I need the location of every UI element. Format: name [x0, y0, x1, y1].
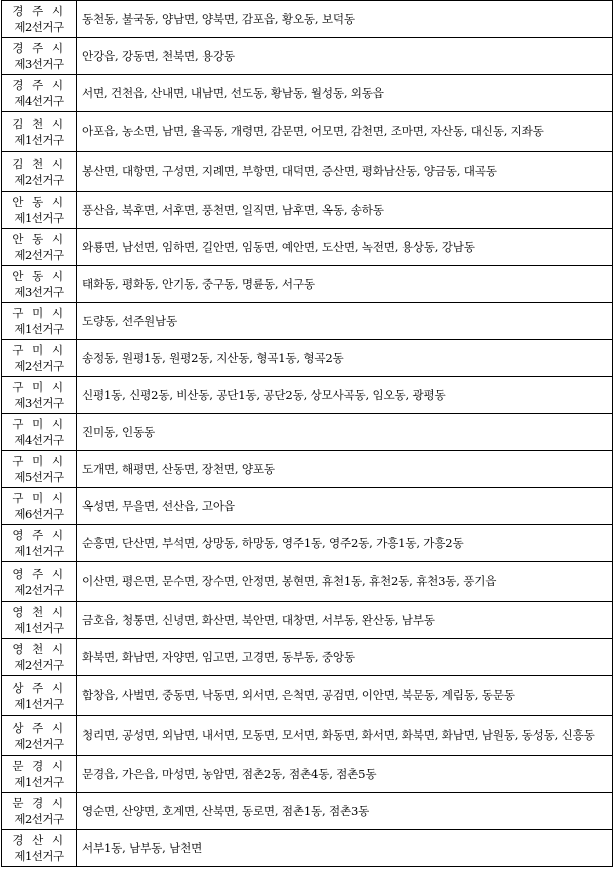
city-name: 상 주 시	[12, 680, 66, 695]
district-areas-cell: 진미동, 인동동	[77, 414, 613, 451]
district-name-cell	[2, 830, 77, 867]
district-areas-cell: 금호읍, 청통면, 신녕면, 화산면, 북안면, 대창면, 서부동, 완산동, 남부동	[77, 602, 613, 639]
table-row	[2, 451, 613, 488]
city-name: 안 동 시	[12, 195, 66, 209]
city-name: 구 미 시	[12, 343, 66, 357]
city-name: 경 주 시	[12, 78, 66, 92]
city-name: 경 산 시	[12, 833, 66, 847]
district-name-cell	[2, 75, 77, 112]
district-name-cell	[2, 414, 77, 451]
district-areas-cell: 동천동, 불국동, 양남면, 양북면, 감포읍, 황오동, 보덕동	[77, 1, 613, 38]
district-name-cell	[2, 377, 77, 414]
district-number: 제1선거구	[14, 775, 64, 789]
city-name: 안 동 시	[12, 232, 66, 246]
city-name: 영 주 시	[12, 566, 66, 581]
district-areas-cell: 이산면, 평은면, 문수면, 장수면, 안정면, 봉현면, 휴천1동, 휴천2동, 휴천3동, 풍기읍	[77, 562, 613, 602]
district-areas-cell: 송정동, 원평1동, 원평2동, 지산동, 형곡1동, 형곡2동	[77, 340, 613, 377]
district-name-cell	[2, 716, 77, 756]
district-areas-cell: 문경읍, 가은읍, 마성면, 농암면, 점촌2동, 점촌4동, 점촌5동	[77, 756, 613, 793]
district-areas-cell: 서부1동, 남부동, 남천면	[77, 830, 613, 867]
city-name: 영 천 시	[12, 642, 66, 656]
district-areas-cell: 함창읍, 사벌면, 중동면, 낙동면, 외서면, 은척면, 공검면, 이안면, 북문동, 계림동, 동문동	[77, 676, 613, 716]
district-name-cell	[2, 229, 77, 266]
district-number: 제1선거구	[14, 322, 64, 336]
district-areas-cell: 풍산읍, 북후면, 서후면, 풍천면, 일직면, 남후면, 옥동, 송하동	[77, 192, 613, 229]
table-row	[2, 793, 613, 830]
table-row	[2, 340, 613, 377]
district-areas-cell: 도량동, 선주원남동	[77, 303, 613, 340]
district-number: 제4선거구	[14, 94, 64, 108]
district-number: 제5선거구	[14, 470, 64, 484]
table-row	[2, 75, 613, 112]
table-row	[2, 377, 613, 414]
district-name-cell	[2, 676, 77, 716]
district-name-cell	[2, 266, 77, 303]
district-number: 제6선거구	[14, 507, 64, 521]
district-number: 제4선거구	[14, 433, 64, 447]
district-name-cell	[2, 793, 77, 830]
district-number: 제2선거구	[14, 582, 64, 597]
district-number: 제2선거구	[14, 658, 64, 672]
table-row	[2, 756, 613, 793]
table-row	[2, 525, 613, 562]
city-name: 김 천 시	[12, 116, 66, 131]
city-name: 경 주 시	[12, 41, 66, 55]
district-name-cell	[2, 525, 77, 562]
city-name: 상 주 시	[12, 720, 66, 735]
district-number: 제3선거구	[14, 285, 64, 299]
district-name-cell	[2, 152, 77, 192]
city-name: 구 미 시	[12, 380, 66, 394]
district-areas-cell: 화북면, 화남면, 자양면, 임고면, 고경면, 동부동, 중앙동	[77, 639, 613, 676]
district-number: 제2선거구	[14, 359, 64, 373]
table-row	[2, 639, 613, 676]
district-name-cell	[2, 488, 77, 525]
district-number: 제2선거구	[14, 736, 64, 751]
district-number: 제2선거구	[14, 172, 64, 187]
city-name: 영 주 시	[12, 528, 66, 542]
district-areas-cell: 봉산면, 대항면, 구성면, 지례면, 부항면, 대덕면, 증산면, 평화남산동, 양금동, 대곡동	[77, 152, 613, 192]
table-row	[2, 830, 613, 867]
district-areas-cell: 서면, 건천읍, 산내면, 내남면, 선도동, 황남동, 월성동, 외동읍	[77, 75, 613, 112]
district-table	[1, 0, 613, 867]
city-name: 안 동 시	[12, 269, 66, 283]
district-name-cell	[2, 1, 77, 38]
city-name: 구 미 시	[12, 417, 66, 431]
district-number: 제2선거구	[14, 248, 64, 262]
district-name-cell	[2, 639, 77, 676]
district-name-cell	[2, 340, 77, 377]
district-areas-cell: 안강읍, 강동면, 천북면, 용강동	[77, 38, 613, 75]
district-name-cell	[2, 562, 77, 602]
district-number: 제3선거구	[14, 57, 64, 71]
city-name: 경 주 시	[12, 4, 66, 18]
district-areas-cell: 신평1동, 신평2동, 비산동, 공단1동, 공단2동, 상모사곡동, 임오동, 광평동	[77, 377, 613, 414]
district-areas-cell: 와룡면, 남선면, 임하면, 길안면, 임동면, 예안면, 도산면, 녹전면, 용상동, 강남동	[77, 229, 613, 266]
district-areas-cell: 청리면, 공성면, 외남면, 내서면, 모동면, 모서면, 화동면, 화서면, 화북면, 화남면, 남원동, 동성동, 신흥동	[77, 716, 613, 756]
district-name-cell	[2, 602, 77, 639]
table-row	[2, 303, 613, 340]
table-row	[2, 112, 613, 152]
city-name: 김 천 시	[12, 156, 66, 171]
district-areas-cell: 영순면, 산양면, 호계면, 산북면, 동로면, 점촌1동, 점촌3동	[77, 793, 613, 830]
table-row	[2, 676, 613, 716]
city-name: 구 미 시	[12, 454, 66, 468]
district-number: 제2선거구	[14, 20, 64, 34]
district-areas-cell: 도개면, 해평면, 산동면, 장천면, 양포동	[77, 451, 613, 488]
city-name: 문 경 시	[12, 759, 66, 773]
district-name-cell	[2, 303, 77, 340]
district-areas-cell: 순흥면, 단산면, 부석면, 상망동, 하망동, 영주1동, 영주2동, 가흥1동, 가흥2동	[77, 525, 613, 562]
table-row	[2, 266, 613, 303]
city-name: 문 경 시	[12, 796, 66, 810]
district-number: 제3선거구	[14, 396, 64, 410]
table-row	[2, 192, 613, 229]
city-name: 구 미 시	[12, 491, 66, 505]
district-number: 제2선거구	[14, 812, 64, 826]
district-number: 제1선거구	[14, 544, 64, 558]
district-areas-cell: 태화동, 평화동, 안기동, 중구동, 명륜동, 서구동	[77, 266, 613, 303]
district-number: 제1선거구	[14, 849, 64, 863]
table-row	[2, 562, 613, 602]
district-number: 제1선거구	[14, 621, 64, 635]
district-name-cell	[2, 756, 77, 793]
district-number: 제1선거구	[14, 132, 64, 147]
table-row	[2, 488, 613, 525]
district-areas-cell: 옥성면, 무을면, 선산읍, 고아읍	[77, 488, 613, 525]
district-areas-cell: 아포읍, 농소면, 남면, 율곡동, 개령면, 감문면, 어모면, 감천면, 조마면, 자산동, 대신동, 지좌동	[77, 112, 613, 152]
district-name-cell	[2, 38, 77, 75]
table-row	[2, 414, 613, 451]
district-name-cell	[2, 192, 77, 229]
table-row	[2, 229, 613, 266]
district-name-cell	[2, 451, 77, 488]
table-row	[2, 1, 613, 38]
table-row	[2, 716, 613, 756]
table-row	[2, 152, 613, 192]
table-row	[2, 38, 613, 75]
district-name-cell	[2, 112, 77, 152]
table-row	[2, 602, 613, 639]
city-name: 영 천 시	[12, 605, 66, 619]
district-number: 제1선거구	[14, 696, 64, 711]
district-number: 제1선거구	[14, 211, 64, 225]
city-name: 구 미 시	[12, 306, 66, 320]
